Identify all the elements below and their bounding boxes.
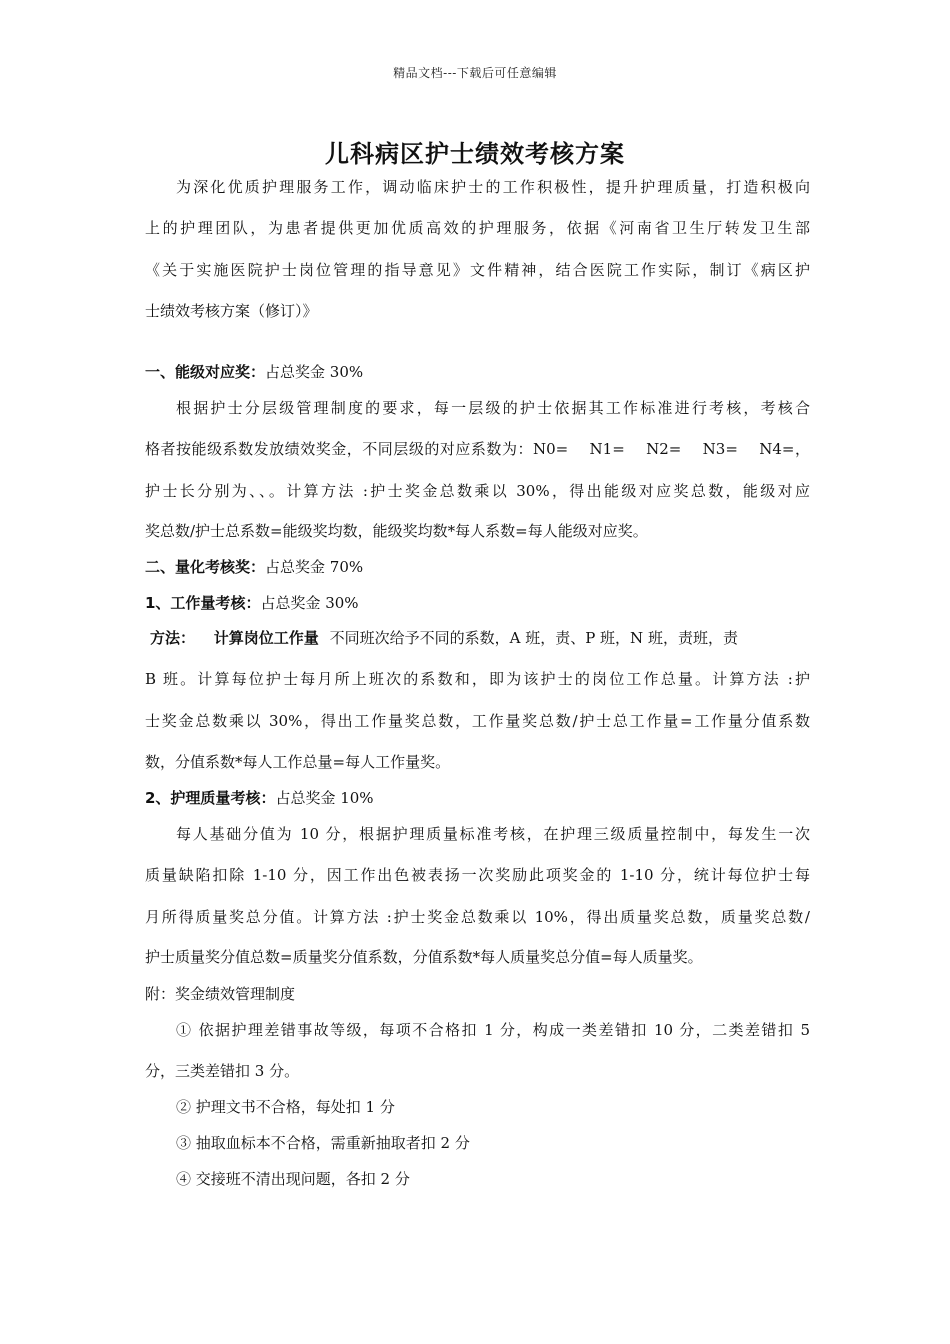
- subsection-1-line-4: 数，分值系数*每人工作总量=每人工作量奖。: [145, 753, 451, 771]
- appendix-item-3: ③ 抽取血标本不合格，需重新抽取者扣 2 分: [176, 1134, 470, 1152]
- subsection-1-line-3: 士奖金总数乘以 30%，得出工作量奖总数，工作量奖总数/护士总工作量=工作量分值系数: [145, 712, 810, 730]
- subsection-2-line-1: 每人基础分值为 10 分，根据护理质量标准考核，在护理三级质量控制中，每发生一次: [176, 825, 810, 843]
- section-1-line-2: 格者按能级系数发放绩效奖金，不同层级的对应系数为：N0= N1= N2= N3= N4=，: [145, 440, 810, 458]
- appendix-item-2: ② 护理文书不合格，每处扣 1 分: [176, 1098, 395, 1116]
- appendix-item-1-line-1: ① 依据护理差错事故等级，每项不合格扣 1 分，构成一类差错扣 10 分，二类差错扣 5: [176, 1021, 810, 1039]
- intro-line-1: 为深化优质护理服务工作，调动临床护士的工作积极性，提升护理质量，打造积极向: [176, 178, 810, 196]
- appendix-item-1-line-2: 分，三类差错扣 3 分。: [145, 1062, 300, 1080]
- section-1-heading-line: [145, 362, 810, 382]
- subsection-2-line-3: 月所得质量奖总分值。计算方法 :护士奖金总数乘以 10%，得出质量奖总数，质量奖总数/: [145, 908, 810, 926]
- subsection-1-heading-line: [145, 593, 810, 613]
- page-header: 精品文档---下载后可任意编辑: [393, 66, 557, 80]
- subsection-1-line-1: [150, 628, 810, 648]
- appendix-title: 附：奖金绩效管理制度: [145, 985, 296, 1003]
- document-title: 儿科病区护士绩效考核方案: [325, 140, 625, 168]
- section-1-line-4: 奖总数/护士总系数=能级奖均数，能级奖均数*每人系数=每人能级对应奖。: [145, 522, 648, 540]
- subsection-2-line-4: 护士质量奖分值总数=质量奖分值系数，分值系数*每人质量奖总分值=每人质量奖。: [145, 948, 703, 966]
- subsection-2-heading: 2、护理质量考核：: [145, 789, 276, 807]
- section-1-line-3: 护士长分别为、、。计算方法 :护士奖金总数乘以 30%，得出能级对应奖总数，能级对应: [145, 482, 810, 500]
- section-1-line-1: 根据护士分层级管理制度的要求，每一层级的护士依据其工作标准进行考核，考核合: [176, 399, 810, 417]
- section-2-heading-line: [145, 557, 810, 577]
- subsection-1-heading: 1、工作量考核：: [145, 594, 261, 612]
- method-label: 方法：: [150, 629, 196, 647]
- method-bold: 计算岗位工作量: [213, 629, 319, 647]
- intro-line-2: 上的护理团队，为患者提供更加优质高效的护理服务，依据《河南省卫生厅转发卫生部: [145, 219, 810, 237]
- method-text: 不同班次给予不同的系数，A 班，责、P 班，N 班，责班，责: [329, 629, 738, 647]
- subsection-2-heading-line: [145, 788, 810, 808]
- subsection-2-share: 占总奖金 10%: [275, 789, 374, 807]
- section-2-heading: 二、量化考核奖：: [145, 558, 266, 576]
- intro-line-3: 《关于实施医院护士岗位管理的指导意见》文件精神，结合医院工作实际，制订《病区护: [145, 261, 810, 279]
- appendix-item-4: ④ 交接班不清出现问题，各扣 2 分: [176, 1170, 410, 1188]
- section-1-heading: 一、能级对应奖：: [145, 363, 266, 381]
- subsection-2-line-2: 质量缺陷扣除 1-10 分，因工作出色被表扬一次奖励此项奖金的 1-10 分，统计每位护士每: [145, 866, 810, 884]
- subsection-1-line-2: B 班。计算每位护士每月所上班次的系数和，即为该护士的岗位工作总量。计算方法 :护: [145, 670, 810, 688]
- section-1-share: 占总奖金 30%: [265, 363, 364, 381]
- section-2-share: 占总奖金 70%: [265, 558, 364, 576]
- intro-line-4: 士绩效考核方案（修订）》: [145, 302, 318, 320]
- subsection-1-share: 占总奖金 30%: [260, 594, 359, 612]
